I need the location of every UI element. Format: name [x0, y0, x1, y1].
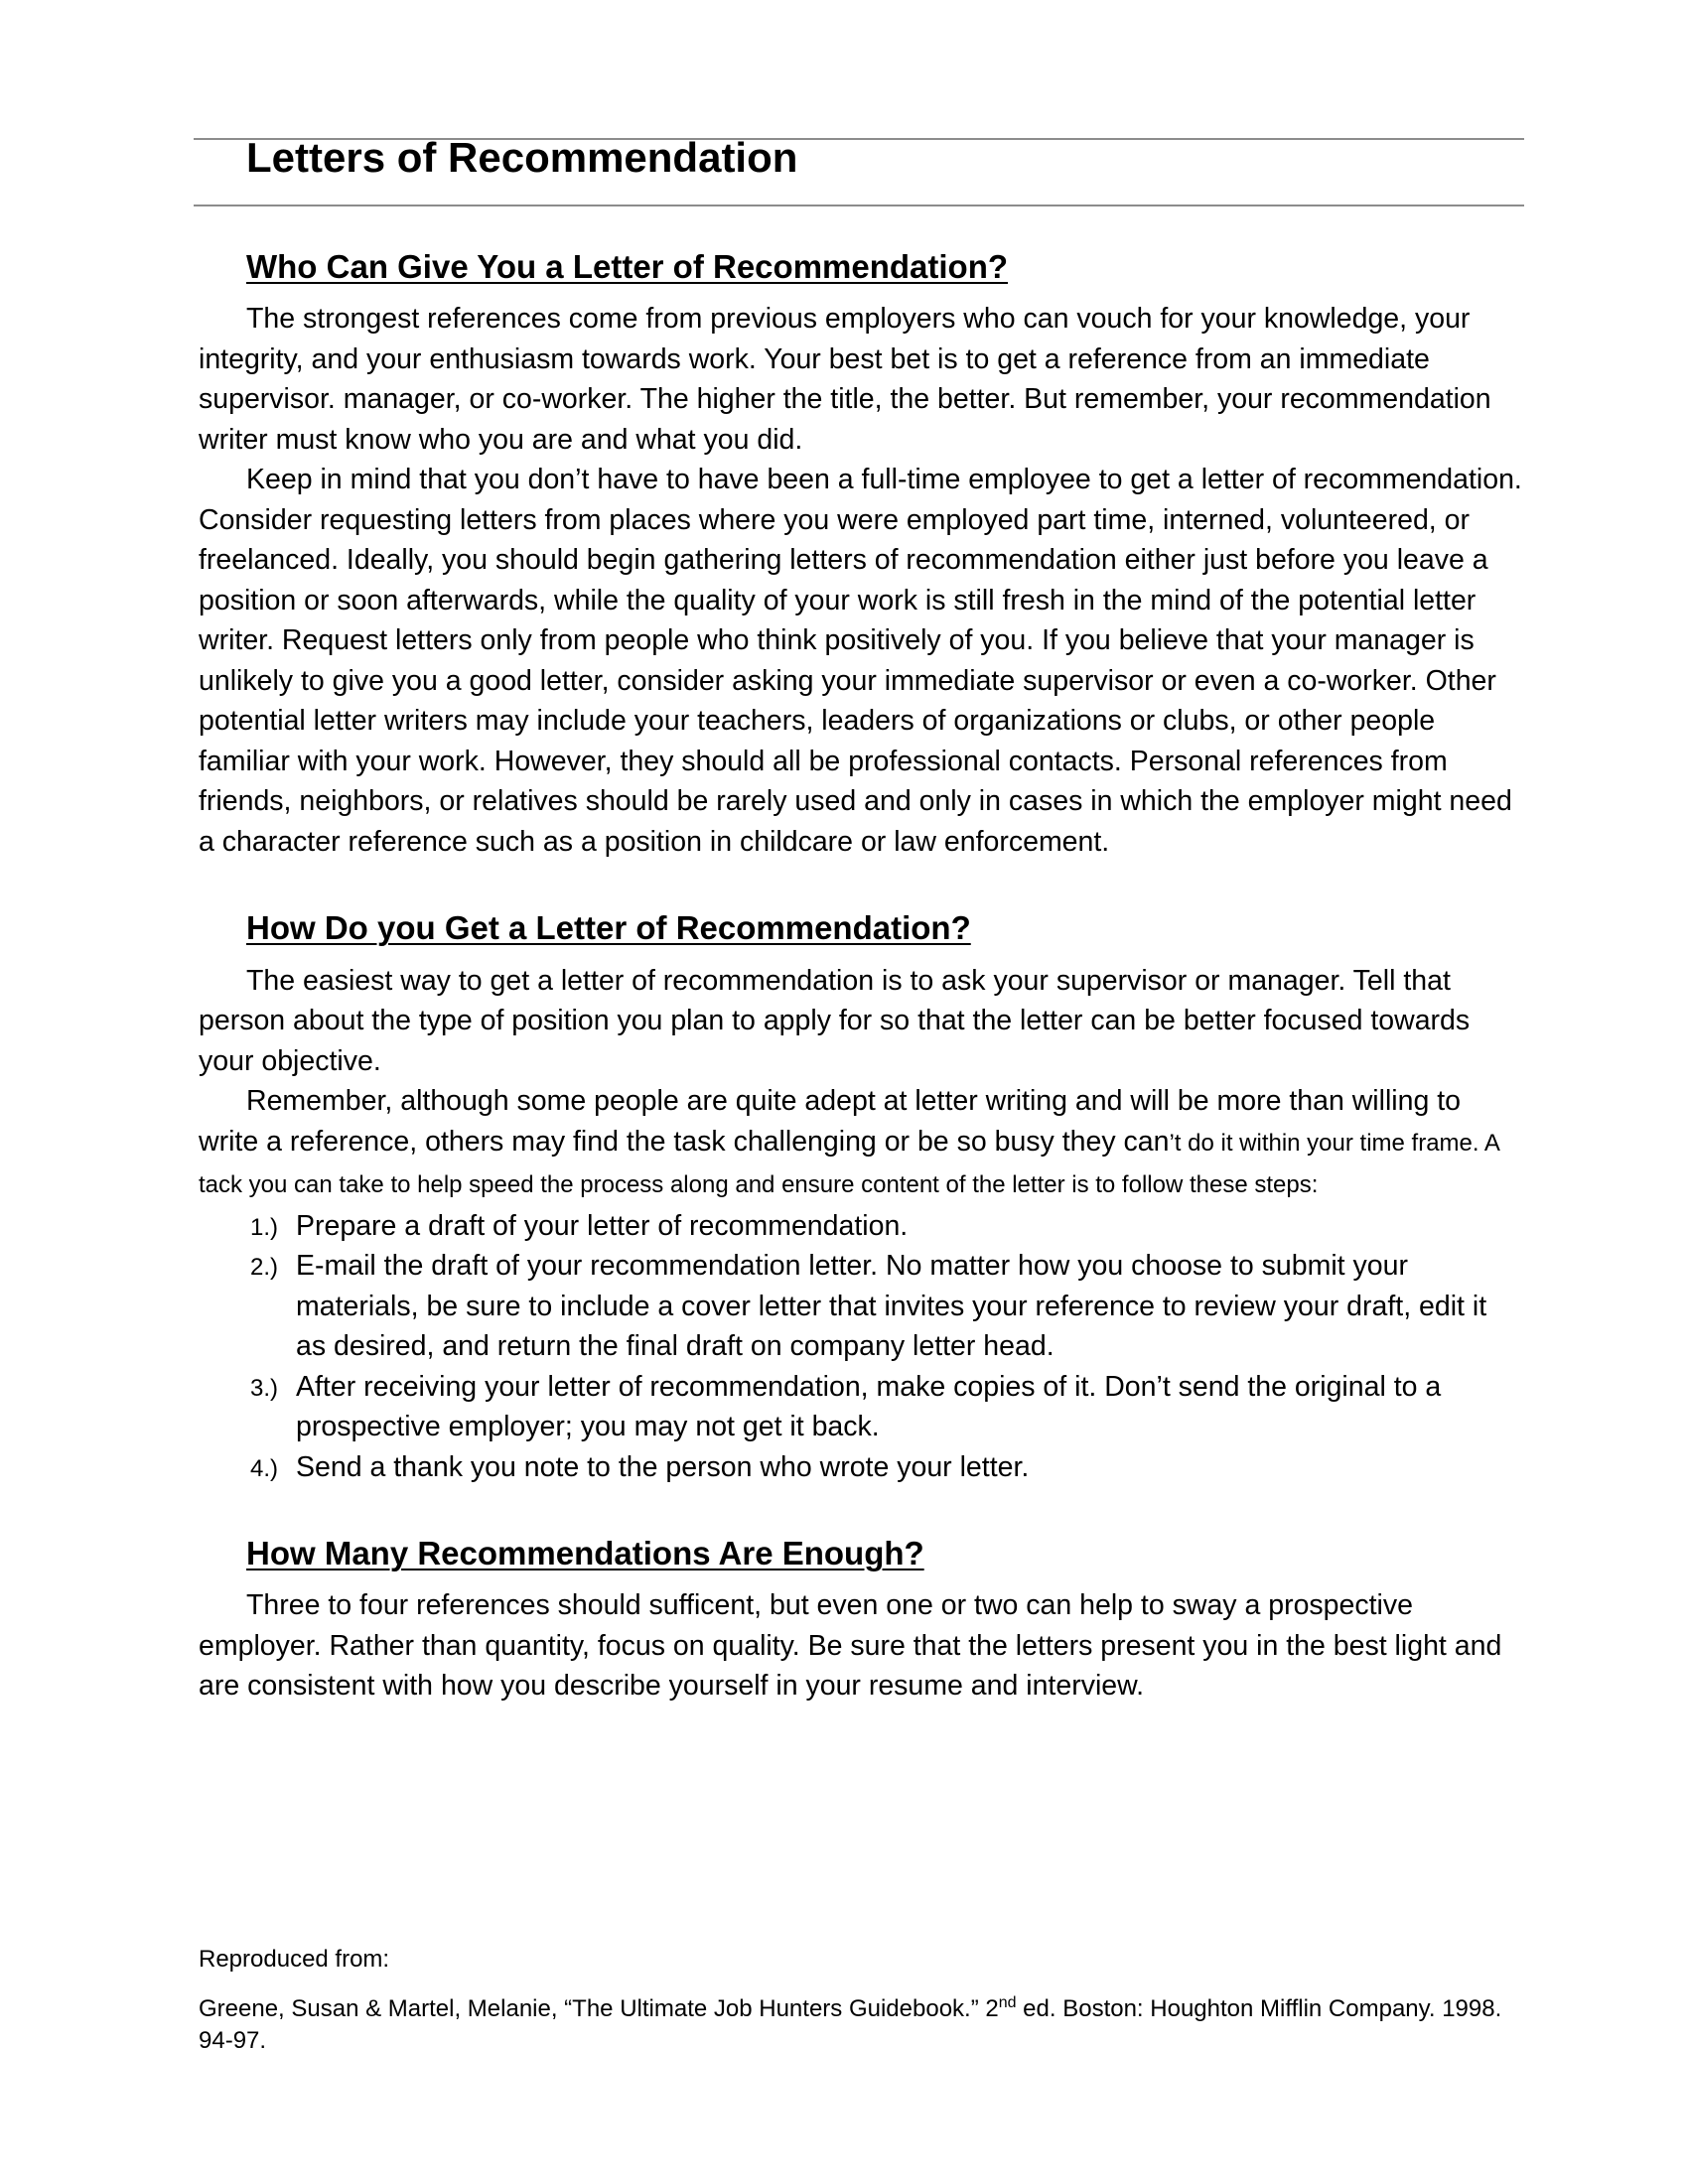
section-heading: Who Can Give You a Letter of Recommendation? — [246, 248, 1009, 285]
list-item — [199, 1246, 1524, 1367]
section-who-can-give — [199, 246, 1524, 862]
list-item-text: After receiving your letter of recommendation, make copies of it. Don’t send the original to a prospective employer; you may not get it back. — [296, 1370, 1442, 1442]
list-item-text: Prepare a draft of your letter of recommendation. — [296, 1209, 909, 1242]
paragraph: The easiest way to get a letter of recommendation is to ask your supervisor or manager. Tell that person about the type of position you plan to apply for so that the letter can be better focused towards your objective. — [199, 964, 1471, 1077]
list-item — [199, 1447, 1524, 1488]
paragraph: Three to four references should sufficent, but even one or two can help to sway a prospective employer. Rather than quantity, focus on quality. Be sure that the letters present you in the best light and are consistent with how you describe yourself in your resume and interview. — [199, 1589, 1502, 1703]
citation-superscript: nd — [998, 1994, 1017, 2011]
citation-main: Greene, Susan & Martel, Melanie, “The Ultimate Job Hunters Guidebook.” 2 — [199, 1995, 999, 2022]
document-body — [199, 246, 1524, 1752]
list-item — [199, 1206, 1524, 1247]
list-number: 3.) — [250, 1374, 279, 1402]
paragraph-large-text: Remember, although some people are quite adept at letter writing and will be more than willing to write a reference, others may find the task challenging or be so busy they can — [199, 1085, 1462, 1158]
list-item-text: Send a thank you note to the person who wrote your letter. — [296, 1450, 1030, 1483]
citation-text — [199, 1993, 1524, 2057]
mixed-size-paragraph — [199, 1081, 1524, 1206]
footer-citation — [199, 1944, 1524, 2057]
citation-tail: ed. Boston: Houghton Mifflin Company. 1998. 94-97. — [199, 1995, 1502, 2054]
paragraph: The strongest references come from previous employers who can vouch for your knowledge, your integrity, and your enthusiasm towards work. Your best bet is to get a reference from an immediate supervisor. manager, or co-worker. The higher the title, the better. But remember, your recommendation writer must know who you are and what you did. — [199, 303, 1491, 456]
section-how-many — [199, 1533, 1524, 1706]
paragraph-small-text: ’t do it within your time frame. A tack you can take to help speed the process along and ensure content of the letter is to follow these steps: — [199, 1129, 1499, 1198]
list-item — [199, 1367, 1524, 1447]
list-number: 4.) — [250, 1454, 279, 1482]
list-number: 1.) — [250, 1213, 279, 1241]
list-number: 2.) — [250, 1254, 279, 1281]
steps-list — [199, 1206, 1524, 1488]
section-heading: How Many Recommendations Are Enough? — [246, 1535, 924, 1571]
section-how-to-get — [199, 907, 1524, 1487]
list-item-text: E-mail the draft of your recommendation letter. No matter how you choose to submit your materials, be sure to include a cover letter that invites your reference to review your draft, edit it as desired, and return the final draft on company letter head. — [296, 1250, 1487, 1362]
document-title: Letters of Recommendation — [246, 134, 798, 181]
paragraph: Keep in mind that you don’t have to have been a full-time employee to get a letter of recommendation. Consider requesting letters from places where you were employed part time, interned, volunteered, or freelanced. Ideally, you should begin gathering letters of recommendation either just before you leave a position or soon afterwards, while the quality of your work is still fresh in the mind of the potential letter writer. Request letters only from people who think positively of you. If you believe that your manager is unlikely to give you a good letter, consider asking your immediate supervisor or even a co-worker. Other potential letter writers may include your teachers, leaders of organizations or clubs, or other people familiar with your work. However, they should all be professional contacts. Personal references from friends, neighbors, or relatives should be rarely used and only in cases in which the employer might need a character reference such as a position in childcare or law enforcement. — [199, 464, 1522, 858]
title-bottom-rule — [194, 205, 1524, 206]
footer-label: Reproduced from: — [199, 1946, 390, 1973]
section-heading: How Do you Get a Letter of Recommendation? — [246, 909, 971, 947]
